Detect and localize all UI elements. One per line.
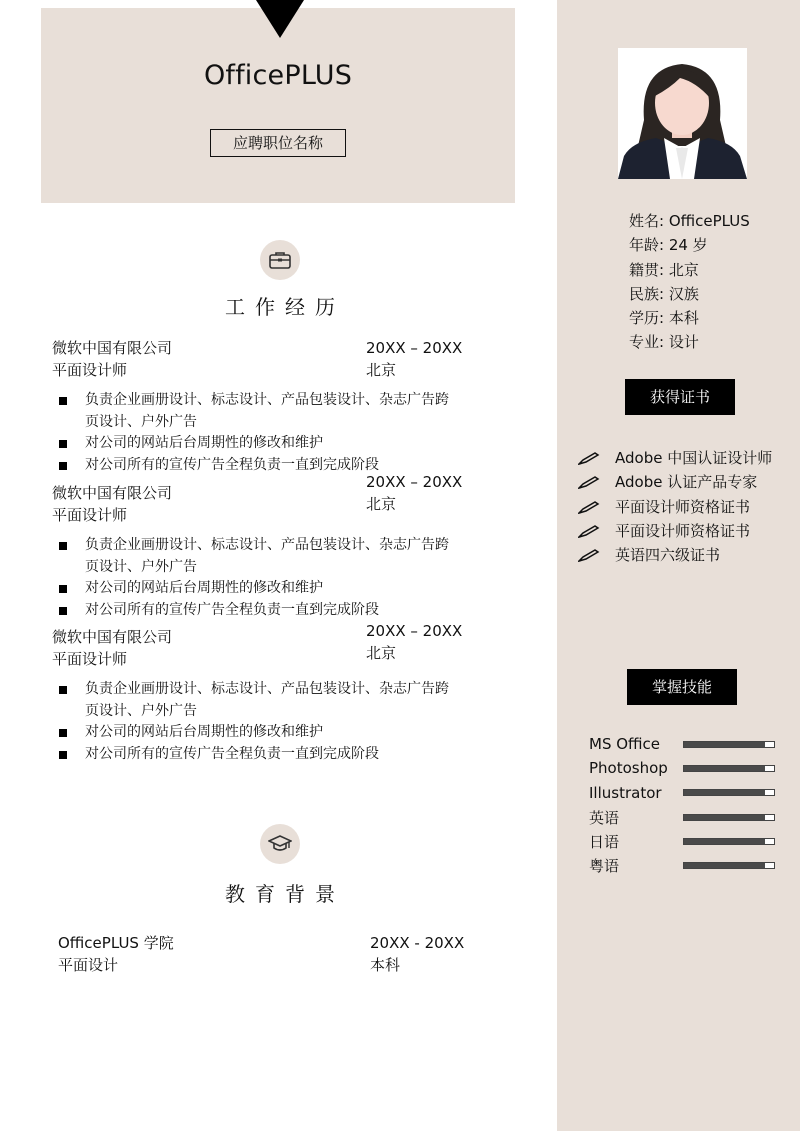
info-name: 姓名: OfficePLUS	[629, 212, 750, 230]
education-section-title: 教育背景	[225, 882, 345, 906]
job-company: 微软中国有限公司	[52, 628, 173, 646]
certificate-label: Adobe 认证产品专家	[615, 473, 758, 492]
job-role: 平面设计师	[52, 506, 128, 524]
info-major: 专业: 设计	[629, 333, 699, 352]
education-school: OfficePLUS 学院	[58, 934, 174, 952]
skill-bar	[683, 765, 775, 772]
list-item: 对公司所有的宣传广告全程负责一直到完成阶段	[52, 600, 458, 622]
info-ethnicity: 民族: 汉族	[629, 284, 699, 303]
header-triangle-decoration	[256, 0, 304, 38]
skill-name: MS Office	[589, 735, 661, 754]
skill-name: Photoshop	[589, 759, 668, 778]
job-duties	[52, 535, 458, 621]
pen-icon	[578, 500, 600, 514]
certificates-list	[578, 446, 772, 567]
skill-bar-fill	[684, 742, 765, 747]
skills-heading: 掌握技能	[627, 669, 737, 705]
skill-bar	[683, 862, 775, 869]
info-education: 学历: 本科	[629, 309, 699, 328]
list-item: 负责企业画册设计、标志设计、产品包装设计、杂志广告跨页设计、户外广告	[52, 390, 458, 433]
graduation-cap-icon	[268, 835, 292, 853]
skill-bar	[683, 741, 775, 748]
info-age: 年龄: 24 岁	[629, 236, 708, 255]
work-section-icon-circle	[260, 240, 300, 280]
job-company: 微软中国有限公司	[52, 484, 173, 502]
job-location: 北京	[366, 495, 397, 513]
job-period: 20XX – 20XX	[366, 622, 463, 640]
skill-row	[589, 853, 775, 877]
skill-bar-fill	[684, 815, 765, 820]
certificate-item	[578, 446, 772, 470]
skill-bar	[683, 838, 775, 845]
info-hometown: 籍贯: 北京	[629, 260, 699, 279]
job-role: 平面设计师	[52, 361, 128, 379]
work-section-title: 工作经历	[225, 295, 345, 319]
job-location: 北京	[366, 361, 397, 379]
list-item: 对公司的网站后台周期性的修改和维护	[52, 433, 458, 455]
avatar-illustration	[618, 48, 747, 179]
briefcase-icon	[269, 251, 291, 269]
pen-icon	[578, 548, 600, 562]
job-location: 北京	[366, 644, 397, 662]
skill-name: 英语	[589, 808, 620, 827]
job-duties	[52, 679, 458, 765]
pen-icon	[578, 451, 600, 465]
list-item: 对公司所有的宣传广告全程负责一直到完成阶段	[52, 744, 458, 766]
skill-name: Illustrator	[589, 783, 662, 802]
skills-list	[589, 732, 775, 878]
list-item: 对公司的网站后台周期性的修改和维护	[52, 578, 458, 600]
skill-row	[589, 781, 775, 805]
skill-row	[589, 732, 775, 756]
certificate-label: 英语四六级证书	[615, 546, 721, 565]
skill-bar	[683, 814, 775, 821]
pen-icon	[578, 524, 600, 538]
skill-bar	[683, 789, 775, 796]
job-period: 20XX – 20XX	[366, 473, 463, 491]
certificate-item	[578, 495, 772, 519]
list-item: 负责企业画册设计、标志设计、产品包装设计、杂志广告跨页设计、户外广告	[52, 535, 458, 578]
skill-row	[589, 829, 775, 853]
skill-bar-fill	[684, 790, 765, 795]
certificates-heading: 获得证书	[625, 379, 735, 415]
skill-bar-fill	[684, 839, 765, 844]
profile-photo	[618, 48, 747, 179]
education-period: 20XX - 20XX	[370, 934, 465, 952]
personal-info	[629, 209, 750, 355]
list-item: 对公司的网站后台周期性的修改和维护	[52, 722, 458, 744]
list-item: 对公司所有的宣传广告全程负责一直到完成阶段	[52, 455, 458, 477]
skill-name: 日语	[589, 832, 620, 851]
certificate-label: 平面设计师资格证书	[615, 521, 751, 540]
pen-icon	[578, 475, 600, 489]
certificate-item	[578, 519, 772, 543]
certificate-label: Adobe 中国认证设计师	[615, 449, 773, 467]
job-duties	[52, 390, 458, 476]
certificate-label: 平面设计师资格证书	[615, 497, 751, 516]
job-role: 平面设计师	[52, 650, 128, 668]
job-period: 20XX – 20XX	[366, 339, 463, 357]
certificate-item	[578, 470, 772, 494]
skill-row	[589, 756, 775, 780]
list-item: 负责企业画册设计、标志设计、产品包装设计、杂志广告跨页设计、户外广告	[52, 679, 458, 722]
resume-name: OfficePLUS	[203, 60, 353, 91]
skill-name: 粤语	[589, 857, 620, 876]
position-title: 应聘职位名称	[210, 129, 346, 157]
education-degree: 本科	[370, 956, 401, 974]
certificate-item	[578, 543, 772, 567]
education-section-icon-circle	[260, 824, 300, 864]
education-major: 平面设计	[58, 956, 119, 974]
skill-bar-fill	[684, 863, 765, 868]
skill-bar-fill	[684, 766, 765, 771]
job-company: 微软中国有限公司	[52, 339, 173, 357]
skill-row	[589, 805, 775, 829]
